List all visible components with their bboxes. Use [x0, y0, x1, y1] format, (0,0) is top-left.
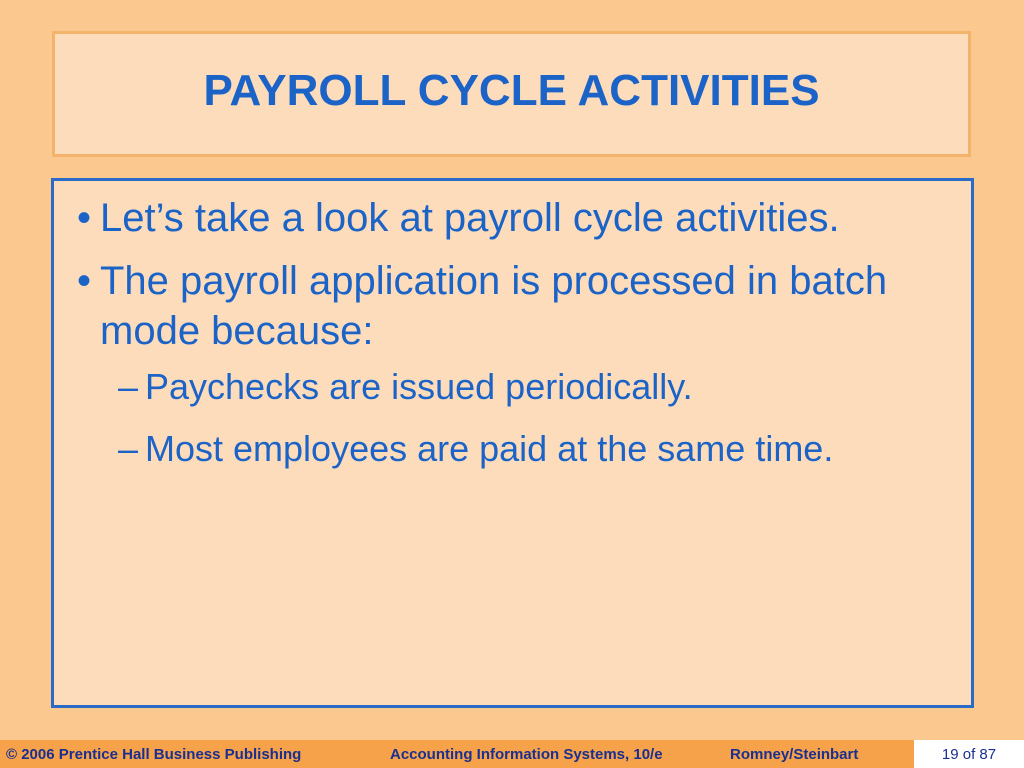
page-number: [914, 740, 1024, 768]
sub-bullet-list: [100, 364, 931, 472]
footer-copyright: © 2006 Prentice Hall Business Publishing: [6, 745, 302, 763]
sub-bullet-text: Paychecks are issued periodically.: [145, 366, 693, 407]
content-panel: [51, 178, 974, 708]
sub-bullet-marker: –: [118, 428, 139, 469]
bullet-text: Let’s take a look at payroll cycle activities.: [100, 196, 840, 240]
sub-bullet-text: Most employees are paid at the same time.: [145, 428, 834, 469]
footer-book-title: Accounting Information Systems, 10/e: [390, 745, 663, 763]
sub-bullet-item: [100, 364, 931, 410]
bullet-text: The payroll application is processed in batch mode because:: [100, 259, 888, 353]
sub-bullet-item: [100, 426, 931, 472]
page-number-text: 19 of 87: [941, 745, 997, 763]
title-panel: [52, 31, 971, 157]
bullet-marker: •: [77, 196, 92, 240]
bullet-marker: •: [77, 259, 92, 303]
sub-bullet-marker: –: [118, 366, 139, 407]
slide-title: PAYROLL CYCLE ACTIVITIES: [203, 66, 820, 115]
slide-footer: [0, 740, 1024, 768]
footer-authors: Romney/Steinbart: [730, 745, 859, 763]
bullet-item: [54, 193, 931, 243]
bullet-item: [54, 256, 931, 472]
bullet-list: [54, 193, 931, 488]
